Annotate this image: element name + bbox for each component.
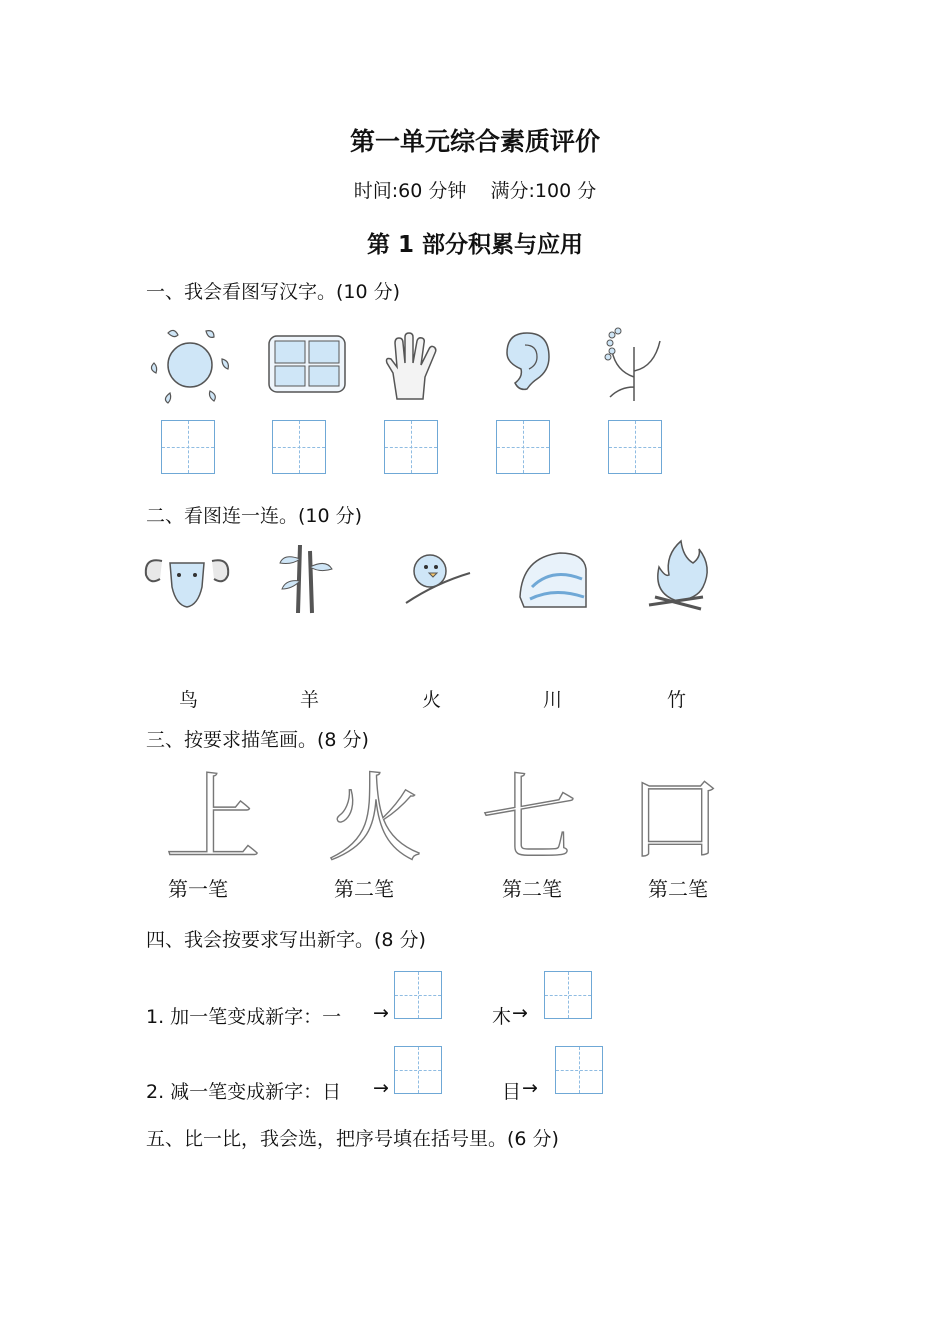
add-stroke-prompt: 1. 加一笔变成新字：一 [146, 1006, 342, 1028]
stroke-label-3: 第二笔 [502, 877, 562, 901]
bamboo-icon [278, 541, 340, 615]
section-3-heading: 三、按要求描笔画。(8 分) [146, 729, 369, 751]
arrow-icon: → [522, 1077, 538, 1099]
stroke-chars [165, 760, 765, 875]
write-box-2[interactable] [272, 420, 326, 474]
rice-plant-icon [604, 327, 664, 403]
stroke-label-2: 第二笔 [334, 877, 394, 901]
sun-icon [148, 325, 233, 405]
remove-stroke-prompt: 2. 减一笔变成新字：日 [146, 1081, 342, 1103]
stroke-char-3: 七 [481, 763, 577, 875]
write-box-remove-1[interactable] [394, 1046, 442, 1094]
section-1-heading: 一、我会看图写汉字。(10 分) [146, 281, 401, 303]
arrow-icon: → [512, 1002, 528, 1024]
stroke-char-1: 上 [165, 763, 261, 875]
grid-field-icon [266, 333, 348, 395]
part-title: 第 1 部分积累与应用 [366, 232, 584, 258]
page-title: 第一单元综合素质评价 [349, 127, 600, 156]
section-4-heading: 四、我会按要求写出新字。(8 分) [146, 929, 426, 951]
word-5: 竹 [667, 689, 687, 711]
arrow-icon: → [373, 1002, 389, 1024]
remove-stroke-char-2: 目 [502, 1081, 522, 1103]
fire-icon [645, 539, 717, 619]
section-2-heading: 二、看图连一连。(10 分) [146, 505, 363, 527]
stroke-char-4: 口 [627, 763, 723, 875]
word-1: 鸟 [179, 689, 199, 711]
section-5-heading: 五、比一比，我会选，把序号填在括号里。(6 分) [146, 1128, 559, 1150]
river-icon [516, 547, 590, 611]
write-box-1[interactable] [161, 420, 215, 474]
add-stroke-char-2: 木 [492, 1006, 512, 1028]
write-box-remove-2[interactable] [555, 1046, 603, 1094]
word-3: 火 [422, 689, 442, 711]
bird-icon [402, 541, 474, 607]
word-2: 羊 [300, 689, 320, 711]
write-box-add-2[interactable] [544, 971, 592, 1019]
write-box-3[interactable] [384, 420, 438, 474]
hand-icon [383, 333, 439, 401]
write-box-5[interactable] [608, 420, 662, 474]
ear-icon [503, 329, 551, 391]
goat-icon [142, 541, 232, 611]
exam-info: 时间:60 分钟 满分:100 分 [353, 180, 597, 202]
write-box-add-1[interactable] [394, 971, 442, 1019]
stroke-label-4: 第二笔 [648, 877, 708, 901]
stroke-label-1: 第一笔 [168, 877, 228, 901]
stroke-char-2: 火 [327, 763, 423, 875]
word-4: 川 [543, 689, 563, 711]
write-box-4[interactable] [496, 420, 550, 474]
arrow-icon: → [373, 1077, 389, 1099]
